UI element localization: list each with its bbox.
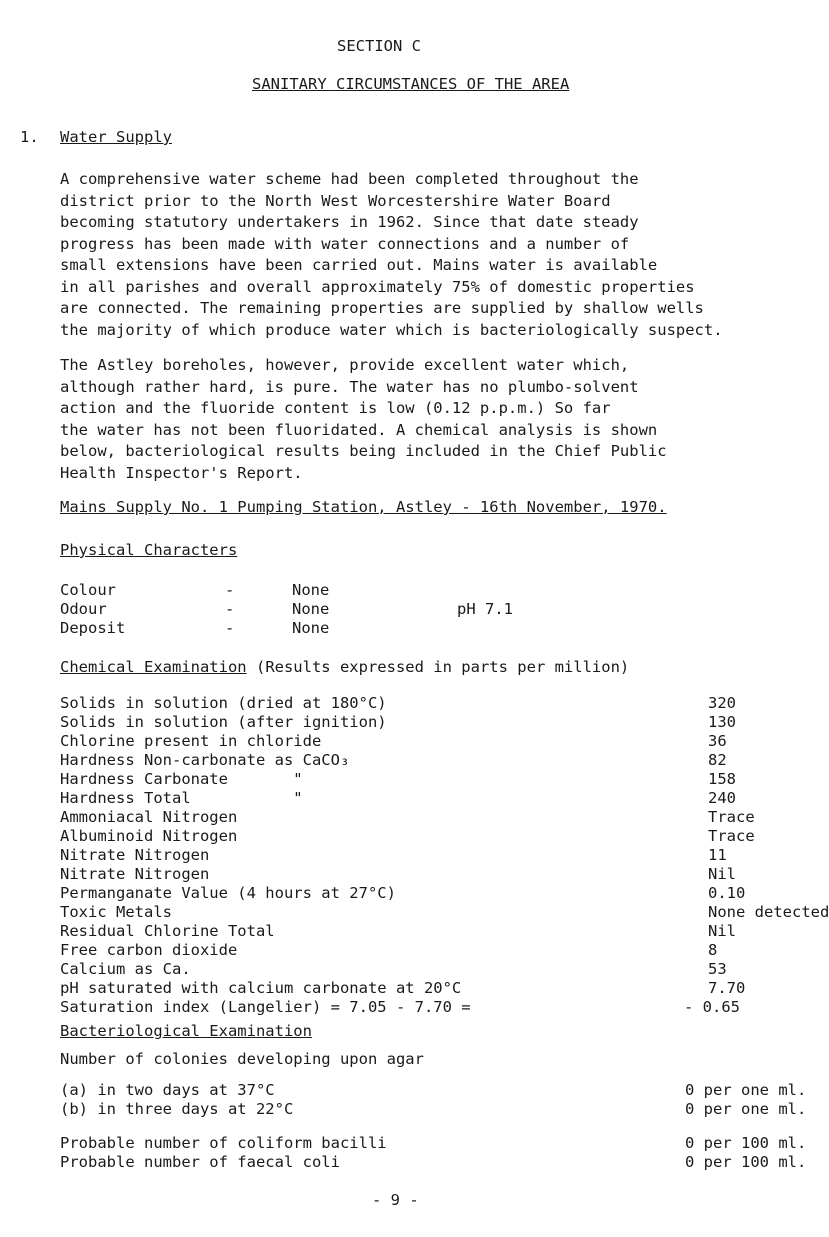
chemical-value: None detected xyxy=(708,903,829,921)
bacteriological-label: (b) in three days at 22°C xyxy=(60,1100,294,1118)
bacteriological-value: 0 per one ml. xyxy=(685,1081,807,1099)
chemical-row xyxy=(60,713,800,732)
chemical-value: - 0.65 xyxy=(684,998,740,1016)
chemical-row xyxy=(60,960,800,979)
chemical-value: 130 xyxy=(708,713,736,731)
water-supply-heading: Water Supply xyxy=(60,128,172,146)
bacteriological-label: Probable number of coliform bacilli xyxy=(60,1134,387,1152)
physical-value: None xyxy=(292,581,330,599)
chemical-row xyxy=(60,884,800,903)
chemical-label: Calcium as Ca. xyxy=(60,960,191,978)
chemical-heading: Chemical Examination xyxy=(60,658,247,676)
bacteriological-value: 0 per 100 ml. xyxy=(685,1134,807,1152)
chemical-row xyxy=(60,770,800,789)
chemical-value: 320 xyxy=(708,694,736,712)
chemical-label: Residual Chlorine Total xyxy=(60,922,275,940)
chemical-label: Hardness Non-carbonate as CaCO₃ xyxy=(60,751,350,769)
bacteriological-intro: Number of colonies developing upon agar xyxy=(60,1050,424,1068)
chemical-label: Toxic Metals xyxy=(60,903,172,921)
chemical-label: Hardness Total " xyxy=(60,789,303,807)
chemical-row xyxy=(60,789,800,808)
chemical-value: 158 xyxy=(708,770,736,788)
heading-number: 1. xyxy=(20,128,39,146)
chemical-label: Free carbon dioxide xyxy=(60,941,238,959)
physical-dash: - xyxy=(225,600,235,618)
mains-supply-heading: Mains Supply No. 1 Pumping Station, Astley - 16th November, 1970. xyxy=(60,498,667,516)
chemical-label: Solids in solution (after ignition) xyxy=(60,713,387,731)
chemical-label: Nitrate Nitrogen xyxy=(60,865,210,883)
chemical-label: Nitrate Nitrogen xyxy=(60,846,210,864)
bacteriological-row xyxy=(60,1081,807,1100)
chemical-value: Trace xyxy=(708,808,755,826)
physical-value: None xyxy=(292,600,330,618)
physical-dash: - xyxy=(225,619,235,637)
chemical-heading-line xyxy=(60,658,629,676)
bacteriological-value: 0 per one ml. xyxy=(685,1100,807,1118)
chemical-row xyxy=(60,865,800,884)
chemical-value: Trace xyxy=(708,827,755,845)
chemical-label: Chlorine present in chloride xyxy=(60,732,322,750)
bacteriological-value: 0 per 100 ml. xyxy=(685,1153,807,1171)
physical-label: Odour xyxy=(60,600,107,618)
chemical-label: Albuminoid Nitrogen xyxy=(60,827,238,845)
chemical-value: 11 xyxy=(708,846,727,864)
bacteriological-row xyxy=(60,1134,807,1153)
ph-value: pH 7.1 xyxy=(457,600,513,618)
chemical-row xyxy=(60,751,800,770)
page-title: SANITARY CIRCUMSTANCES OF THE AREA xyxy=(252,75,570,93)
section-label: SECTION C xyxy=(337,37,421,55)
chemical-label: Solids in solution (dried at 180°C) xyxy=(60,694,387,712)
chemical-label: Hardness Carbonate " xyxy=(60,770,303,788)
chemical-value: 8 xyxy=(708,941,718,959)
chemical-label: Saturation index (Langelier) = 7.05 - 7.70 = xyxy=(60,998,471,1016)
chemical-value: 0.10 xyxy=(708,884,746,902)
bacteriological-label: Probable number of faecal coli xyxy=(60,1153,340,1171)
chemical-row xyxy=(60,808,800,827)
physical-label: Deposit xyxy=(60,619,126,637)
chemical-row xyxy=(60,694,800,713)
physical-label: Colour xyxy=(60,581,116,599)
chemical-row xyxy=(60,979,800,998)
chemical-value: 53 xyxy=(708,960,727,978)
paragraph-2: The Astley boreholes, however, provide excellent water which, although rather hard, is pure. The water has no plumbo-solvent action and the fluoride content is low (0.12 p.p.m.) So far the water has not been fluoridated. A chemical analysis is shown below, bacteriological results being included in the Chief Public Health Inspector's Report. xyxy=(60,356,667,482)
bacteriological-row xyxy=(60,1153,807,1172)
chemical-label: pH saturated with calcium carbonate at 20°C xyxy=(60,979,462,997)
bacteriological-label: (a) in two days at 37°C xyxy=(60,1081,275,1099)
chemical-label: Permanganate Value (4 hours at 27°C) xyxy=(60,884,396,902)
bacteriological-heading: Bacteriological Examination xyxy=(60,1022,312,1040)
physical-heading: Physical Characters xyxy=(60,541,238,559)
chemical-value: 7.70 xyxy=(708,979,746,997)
chemical-value: Nil xyxy=(708,865,736,883)
physical-value: None xyxy=(292,619,330,637)
chemical-value: 36 xyxy=(708,732,727,750)
chemical-label: Ammoniacal Nitrogen xyxy=(60,808,238,826)
chemical-row xyxy=(60,732,800,751)
chemical-row xyxy=(60,903,829,922)
chemical-row xyxy=(60,998,800,1017)
physical-dash: - xyxy=(225,581,235,599)
paragraph-1: A comprehensive water scheme had been completed throughout the district prior to the North West Worcestershire Water Board becoming statutory undertakers in 1962. Since that date steady progress has been made with water connections and a number of small extensions have been carried out. Mains water is available in all parishes and overall approximately 75% of domestic properties are connected. The remaining properties are supplied by shallow wells the majority of which produce water which is bacteriologically suspect. xyxy=(60,170,723,339)
chemical-value: Nil xyxy=(708,922,736,940)
bacteriological-row xyxy=(60,1100,807,1119)
chemical-value: 240 xyxy=(708,789,736,807)
chemical-row xyxy=(60,846,800,865)
page-number: - 9 - xyxy=(372,1191,419,1209)
chemical-value: 82 xyxy=(708,751,727,769)
chemical-row xyxy=(60,827,800,846)
chemical-heading-note: (Results expressed in parts per million) xyxy=(255,658,630,676)
chemical-row xyxy=(60,941,800,960)
chemical-row xyxy=(60,922,800,941)
